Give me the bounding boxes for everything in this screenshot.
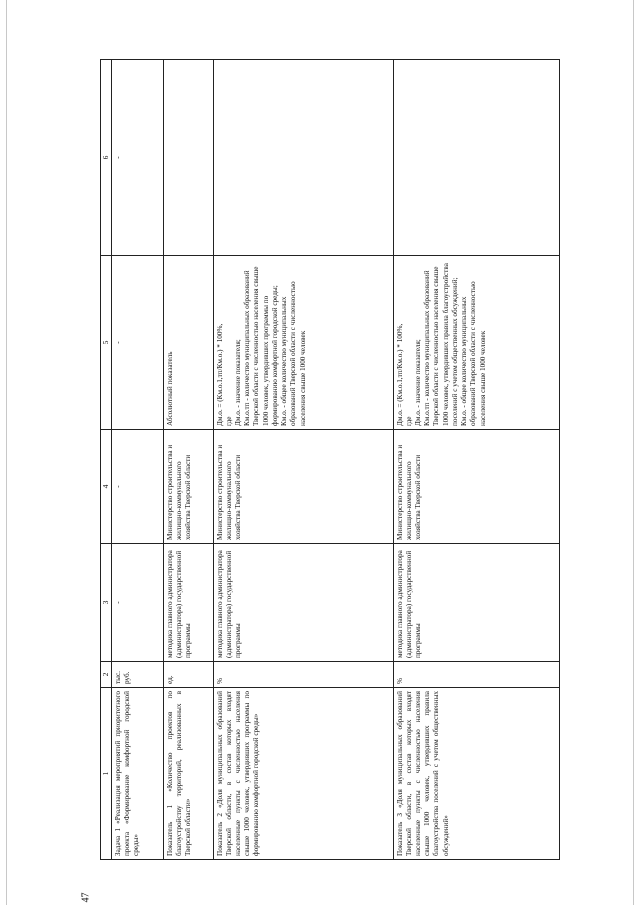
header-cell: 3 xyxy=(101,544,112,662)
indicator-name-cell: Показатель 2 «Доля муниципальных образований Тверской области, в состав которых входят населенные пункты с численностью населения свыше 1000 человек, утвердивших программы по формированию комфортной городской среды» xyxy=(213,688,393,860)
note-cell xyxy=(163,60,213,256)
responsible-cell: - xyxy=(111,430,163,544)
method-cell: методика главного администратора (администратора) государственной программы xyxy=(393,544,559,662)
formula-cell: - xyxy=(111,256,163,430)
formula-cell: Абсолютный показатель xyxy=(163,256,213,430)
unit-cell: % xyxy=(393,662,559,688)
note-cell: - xyxy=(111,60,163,256)
note-cell xyxy=(393,60,559,256)
method-cell: - xyxy=(111,544,163,662)
header-cell: 4 xyxy=(101,430,112,544)
scan-edge-left xyxy=(6,0,7,905)
task-name-cell: Задача 1 «Реализация мероприятий приоритетного проекта «Формирование комфортной городской среды» xyxy=(111,688,163,860)
indicator-name-cell: Показатель 3 «Доля муниципальных образований Тверской области, в состав которых входят населенные пункты с численностью населения свыше 1000 человек, утвердивших правила благоустройства поселений с учетом общественных обсуждений» xyxy=(393,688,559,860)
table-row xyxy=(393,60,559,860)
header-cell: 6 xyxy=(101,60,112,256)
formula-cell: Дм.о. = (Км.о.1,тп/Км.о.) * 100%, где Дм.о. - значение показателя; Км.о.тп - количество муниципальных образований Тверской области с численностью населения свыше 1000 человек, утвердивших правила благоустройства поселений с учетом общественных обсуждений; Км.о. - общее количество муниципальных образований Тверской области с численностью населения свыше 1000 человек xyxy=(393,256,559,430)
unit-cell: ед. xyxy=(163,662,213,688)
header-cell: 2 xyxy=(101,662,112,688)
indicator-table xyxy=(100,59,560,860)
responsible-cell: Министерство строительства и жилищно-коммунального хозяйства Тверской области xyxy=(163,430,213,544)
rotated-table-container xyxy=(100,60,560,860)
header-row xyxy=(101,60,112,860)
formula-cell: Дм.о. = (Км.о.1,тп/Км.о.) * 100%, где Дм.о. - значение показателя; Км.о.тп - количество муниципальных образований Тверской области с численностью населения свыше 1000 человек, утвердивших программы по формированию комфортной городской среды; Км.о. - общее количество муниципальных образований Тверской области с численностью населения свыше 1000 человек xyxy=(213,256,393,430)
table-row xyxy=(213,60,393,860)
scan-edge-right xyxy=(633,0,634,905)
header-cell: 5 xyxy=(101,256,112,430)
responsible-cell: Министерство строительства и жилищно-коммунального хозяйства Тверской области xyxy=(213,430,393,544)
method-cell: методика главного администратора (администратора) государственной программы xyxy=(213,544,393,662)
header-cell: 1 xyxy=(101,688,112,860)
indicator-name-cell: Показатель 1 «Количество проектов по благоустройству территорий, реализованных в Тверской области» xyxy=(163,688,213,860)
table-row xyxy=(111,60,163,860)
unit-cell: тыс. руб. xyxy=(111,662,163,688)
page-number: 47 xyxy=(80,892,92,903)
note-cell xyxy=(213,60,393,256)
table-row xyxy=(163,60,213,860)
unit-cell: % xyxy=(213,662,393,688)
method-cell: методика главного администратора (администратора) государственной программы xyxy=(163,544,213,662)
responsible-cell: Министерство строительства и жилищно-коммунального хозяйства Тверской области xyxy=(393,430,559,544)
